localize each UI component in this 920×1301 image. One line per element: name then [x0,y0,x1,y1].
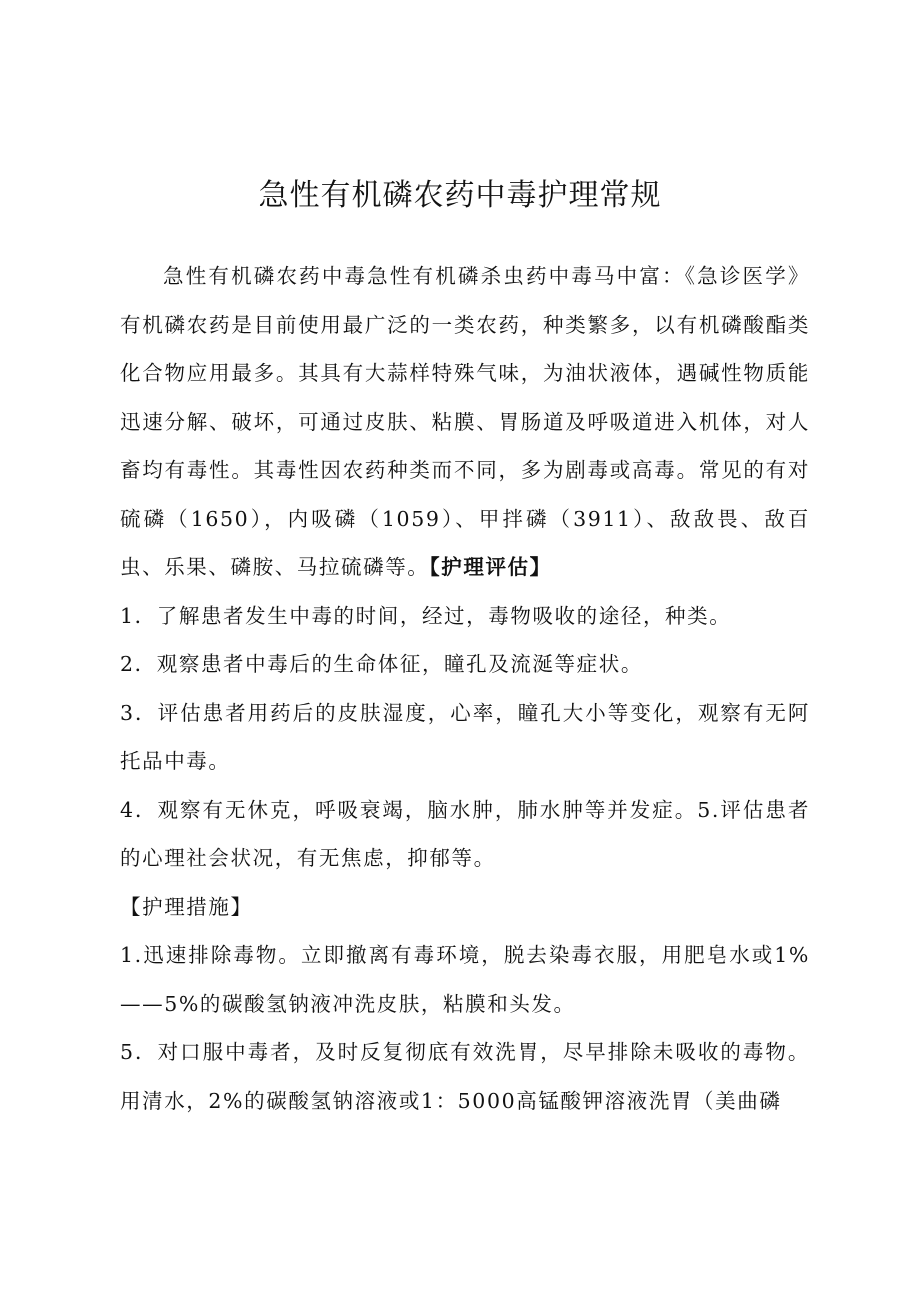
measures-item: 1.迅速排除毒物。立即撤离有毒环境，脱去染毒衣服，用肥皂水或1%——5%的碳酸氢钠液冲洗皮肤，粘膜和头发。 [120,943,810,1016]
assessment-item: 3．评估患者用药后的皮肤湿度，心率，瞳孔大小等变化，观察有无阿托品中毒。 [120,700,810,773]
assessment-item: 4．观察有无休克，呼吸衰竭，脑水肿，肺水肿等并发症。5.评估患者的心理社会状况，有无焦虑，抑郁等。 [120,797,810,870]
intro-text: 急性有机磷农药中毒急性有机磷杀虫药中毒马中富：《急诊医学》有机磷农药是目前使用最广泛的一类农药，种类繁多，以有机磷酸酯类化合物应用最多。其具有大蒜样特殊气味，为油状液体，遇碱性物质能迅速分解、破坏，可通过皮肤、粘膜、胃肠道及呼吸道进入机体，对人畜均有毒性。其毒性因农药种类而不同，多为剧毒或高毒。常见的有对硫磷（1650），内吸磷（1059）、甲拌磷（3911）、敌敌畏、敌百虫、乐果、磷胺、马拉硫磷等。 [120,264,810,579]
measures-item: 5．对口服中毒者，及时反复彻底有效洗胃，尽早排除未吸收的毒物。用清水，2%的碳酸氢钠溶液或1：5000高锰酸钾溶液洗胃（美曲磷 [120,1040,810,1113]
assessment-item: 1．了解患者发生中毒的时间，经过，毒物吸收的途径，种类。 [120,603,732,628]
measures-heading: 【护理措施】 [120,894,253,919]
document-body [120,252,810,1125]
assessment-heading: 【护理评估】 [429,555,552,579]
intro-paragraph [120,252,810,592]
document-title: 急性有机磷农药中毒护理常规 [258,178,662,213]
assessment-item: 2．观察患者中毒后的生命体征，瞳孔及流涎等症状。 [120,652,643,676]
